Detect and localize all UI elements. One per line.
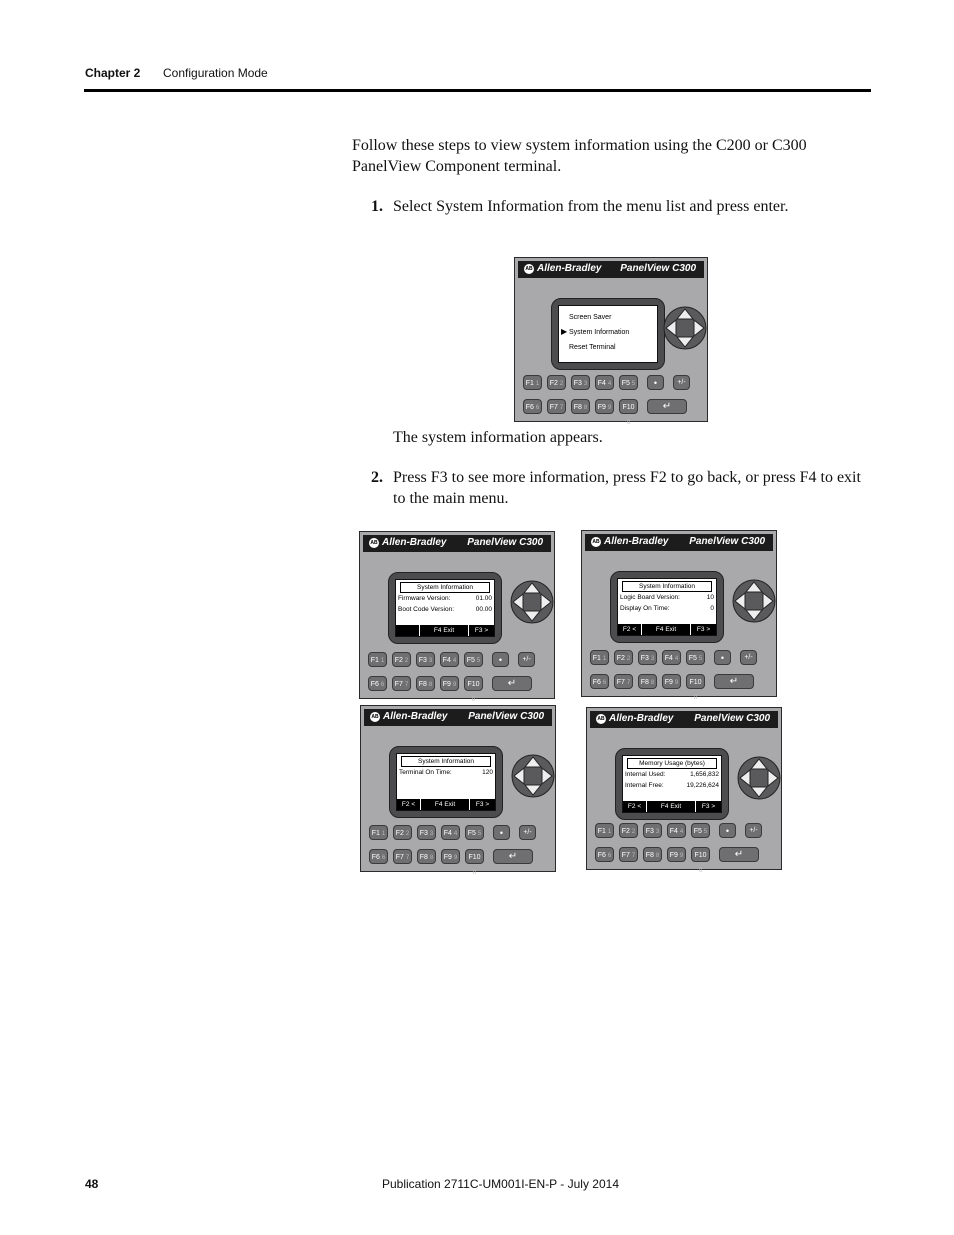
function-key[interactable]: F10 0 [686, 674, 705, 689]
step-1 [371, 196, 871, 217]
enter-key[interactable]: ↵ [492, 676, 532, 691]
info-row: Internal Used: 1,656,832 [625, 771, 719, 778]
enter-key[interactable]: ↵ [493, 849, 533, 864]
lcd-screen [558, 305, 658, 363]
softkey-exit[interactable]: F4 Exit [420, 625, 469, 636]
screen-title: System Information [401, 756, 491, 767]
function-key[interactable]: F2 2 [393, 825, 412, 840]
function-key[interactable]: F7 7 [392, 676, 411, 691]
brand-label: AB Allen-Bradley [370, 537, 447, 548]
function-key-row [368, 652, 535, 667]
dot-key[interactable]: • [647, 375, 664, 390]
terminal-title-bar [363, 535, 551, 552]
caption-text: The system information appears. [393, 429, 603, 446]
softkey-exit[interactable]: F4 Exit [642, 624, 691, 635]
function-key[interactable]: F9 9 [595, 399, 614, 414]
selection-arrow-icon: ▶ [561, 327, 568, 336]
enter-key[interactable]: ↵ [647, 399, 687, 414]
function-key[interactable]: F8 8 [571, 399, 590, 414]
function-key[interactable]: F6 6 [595, 847, 614, 862]
function-key-row [595, 847, 759, 874]
softkey-back[interactable]: F2 < [618, 624, 642, 635]
plus-minus-key[interactable]: +/- [740, 650, 757, 665]
softkey-back[interactable]: F2 < [623, 801, 647, 812]
function-key[interactable]: F1 1 [368, 652, 387, 667]
step-number: 2. [371, 469, 383, 486]
function-key-row [590, 650, 757, 665]
function-key[interactable]: F2 2 [614, 650, 633, 665]
enter-key[interactable]: ↵ [719, 847, 759, 862]
model-label: PanelView C300 [689, 536, 765, 547]
function-key[interactable]: F7 7 [393, 849, 412, 864]
softkey-exit[interactable]: F4 Exit [647, 801, 696, 812]
softkey-next[interactable]: F3 > [474, 627, 489, 634]
menu-item[interactable]: Screen Saver [569, 314, 612, 321]
display-bezel [389, 746, 503, 818]
intro-paragraph: Follow these steps to view system information using the C200 or C300 PanelView Component terminal. [352, 137, 807, 175]
menu-item[interactable]: Reset Terminal [569, 344, 616, 351]
softkey-back[interactable] [396, 625, 420, 636]
display-bezel [615, 748, 729, 820]
navigation-dpad[interactable] [511, 754, 555, 798]
terminal-title-bar [590, 711, 778, 728]
lcd-screen [617, 578, 717, 636]
lcd-screen [395, 579, 495, 637]
step-text: Select System Information from the menu list and press enter. [393, 198, 789, 215]
page-number: 48 [85, 1177, 99, 1191]
model-label: PanelView C300 [620, 263, 696, 274]
display-bezel [610, 571, 724, 643]
model-label: PanelView C300 [467, 537, 543, 548]
function-key[interactable]: F4 4 [441, 825, 460, 840]
screen-title: Memory Usage (bytes) [627, 758, 717, 769]
screen-title: System Information [622, 581, 712, 592]
function-key[interactable]: F9 9 [441, 849, 460, 864]
allen-bradley-logo: AB [371, 713, 379, 720]
allen-bradley-logo: AB [525, 265, 533, 272]
terminal-info-screenshot [581, 530, 777, 701]
plus-minus-key[interactable]: +/- [519, 825, 536, 840]
navigation-dpad[interactable] [732, 579, 776, 623]
softkey-exit[interactable]: F4 Exit [421, 799, 470, 810]
info-row: Boot Code Version: 00.00 [398, 606, 492, 613]
terminal-info-screenshot [360, 705, 556, 876]
function-key[interactable]: F8 8 [417, 849, 436, 864]
function-key[interactable]: F10 0 [691, 847, 710, 862]
function-key[interactable]: F5 5 [464, 652, 483, 667]
plus-minus-key[interactable]: +/- [673, 375, 690, 390]
brand-label: AB Allen-Bradley [597, 713, 674, 724]
terminal-title-bar [364, 709, 552, 726]
dot-key[interactable]: • [714, 650, 731, 665]
function-key[interactable]: F1 1 [595, 823, 614, 838]
navigation-dpad[interactable] [663, 306, 707, 350]
function-key[interactable]: F1 1 [523, 375, 542, 390]
plus-minus-key[interactable]: +/- [745, 823, 762, 838]
function-key[interactable]: F5 5 [691, 823, 710, 838]
function-key[interactable]: F6 6 [369, 849, 388, 864]
function-key[interactable]: F7 7 [547, 399, 566, 414]
softkey-next[interactable]: F3 > [701, 803, 716, 810]
function-key[interactable]: F2 2 [619, 823, 638, 838]
brand-label: AB Allen-Bradley [371, 711, 448, 722]
function-key[interactable]: F9 9 [662, 674, 681, 689]
info-row: Firmware Version: 01.00 [398, 595, 492, 602]
softkey-bar [397, 799, 495, 810]
function-key-row [369, 825, 536, 840]
function-key-row [369, 849, 533, 876]
step-number: 1. [371, 198, 383, 215]
function-key[interactable]: F8 8 [638, 674, 657, 689]
allen-bradley-logo: AB [597, 715, 605, 722]
function-key[interactable]: F6 6 [523, 399, 542, 414]
info-row: Logic Board Version: 10 [620, 594, 714, 601]
function-key[interactable]: F3 3 [417, 825, 436, 840]
function-key-row [523, 375, 690, 390]
function-key[interactable]: F4 4 [595, 375, 614, 390]
navigation-dpad[interactable] [510, 580, 554, 624]
function-key[interactable]: F6 6 [590, 674, 609, 689]
lcd-screen [396, 753, 496, 811]
model-label: PanelView C300 [468, 711, 544, 722]
publication-info: Publication 2711C-UM001I-EN-P - July 2014 [382, 1177, 620, 1191]
function-key[interactable]: F3 3 [571, 375, 590, 390]
function-key[interactable]: F3 3 [643, 823, 662, 838]
terminal-info-screenshot [586, 707, 782, 874]
screen-title: System Information [400, 582, 490, 593]
function-key[interactable]: F9 9 [440, 676, 459, 691]
function-key[interactable]: F1 1 [590, 650, 609, 665]
function-key-row [523, 399, 687, 426]
softkey-bar [618, 624, 716, 635]
allen-bradley-logo: AB [592, 538, 600, 545]
dot-key[interactable]: • [492, 652, 509, 667]
terminal-title-bar [518, 261, 704, 278]
function-key-row [595, 823, 762, 838]
softkey-next[interactable]: F3 > [696, 626, 711, 633]
dot-key[interactable]: • [719, 823, 736, 838]
step-text: Press F3 to see more information, press F2 to go back, or press F4 to exit to the main menu. [393, 469, 861, 507]
lcd-screen [622, 755, 722, 813]
function-key[interactable]: F5 5 [465, 825, 484, 840]
info-row: Internal Free: 19,226,624 [625, 782, 719, 789]
navigation-dpad[interactable] [737, 756, 781, 800]
function-key-row [590, 674, 754, 701]
function-key[interactable]: F4 4 [667, 823, 686, 838]
brand-label: AB Allen-Bradley [525, 263, 602, 274]
step-2 [371, 467, 871, 509]
function-key[interactable]: F3 3 [638, 650, 657, 665]
function-key[interactable]: F3 3 [416, 652, 435, 667]
function-key[interactable]: F1 1 [369, 825, 388, 840]
terminal-menu-screenshot [514, 257, 708, 426]
function-key-row [368, 676, 532, 703]
function-key[interactable]: F2 2 [547, 375, 566, 390]
function-key[interactable]: F7 7 [619, 847, 638, 862]
chapter-label: Chapter 2 [85, 66, 141, 80]
softkey-bar [396, 625, 494, 636]
display-bezel [551, 298, 665, 370]
function-key[interactable]: F7 7 [614, 674, 633, 689]
function-key[interactable]: F6 6 [368, 676, 387, 691]
header-rule [84, 89, 871, 92]
function-key[interactable]: F4 4 [662, 650, 681, 665]
info-row: Terminal On Time: 120 [399, 769, 493, 776]
plus-minus-key[interactable]: +/- [518, 652, 535, 667]
function-key[interactable]: F10 0 [465, 849, 484, 864]
allen-bradley-logo: AB [370, 539, 378, 546]
function-key[interactable]: F5 5 [686, 650, 705, 665]
softkey-next[interactable]: F3 > [475, 801, 490, 808]
menu-item[interactable]: System Information [569, 329, 630, 336]
terminal-title-bar [585, 534, 773, 551]
function-key[interactable]: F8 8 [643, 847, 662, 862]
terminal-info-screenshot [359, 531, 555, 703]
section-title: Configuration Mode [163, 66, 268, 80]
function-key[interactable]: F10 0 [464, 676, 483, 691]
display-bezel [388, 572, 502, 644]
function-key[interactable]: F9 9 [667, 847, 686, 862]
function-key[interactable]: F8 8 [416, 676, 435, 691]
function-key[interactable]: F4 4 [440, 652, 459, 667]
dot-key[interactable]: • [493, 825, 510, 840]
function-key[interactable]: F5 5 [619, 375, 638, 390]
brand-label: AB Allen-Bradley [592, 536, 669, 547]
function-key[interactable]: F2 2 [392, 652, 411, 667]
model-label: PanelView C300 [694, 713, 770, 724]
enter-key[interactable]: ↵ [714, 674, 754, 689]
info-row: Display On Time: 0 [620, 605, 714, 612]
softkey-back[interactable]: F2 < [397, 799, 421, 810]
function-key[interactable]: F10 0 [619, 399, 638, 414]
softkey-bar [623, 801, 721, 812]
